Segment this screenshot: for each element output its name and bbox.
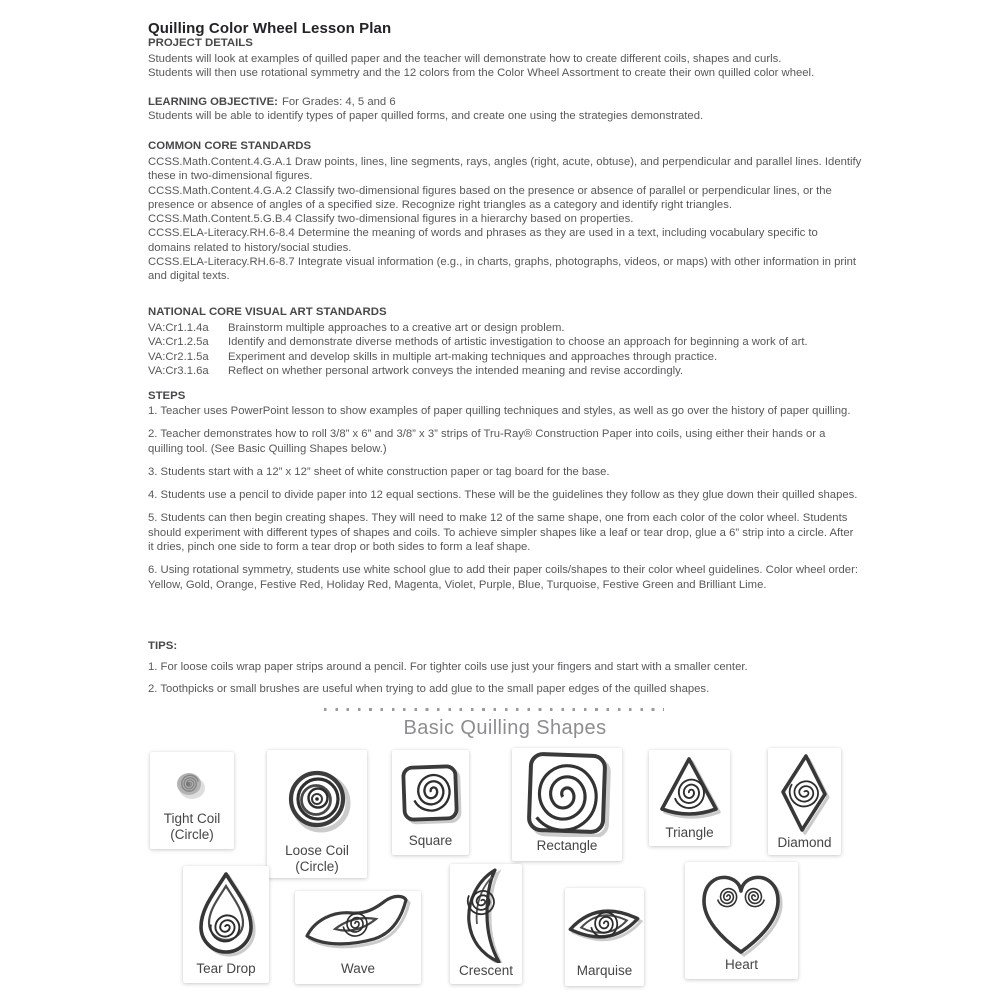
- standard-code: VA:Cr3.1.6a: [148, 364, 209, 377]
- shape-card-triangle: [649, 750, 730, 846]
- shape-label: Loose Coil: [285, 843, 349, 858]
- standard-text: Brainstorm multiple approaches to a creative art or design problem.: [228, 322, 565, 334]
- shape-caption: [577, 963, 633, 986]
- tear-drop-coil-icon: [183, 869, 269, 961]
- shape-label: Square: [408, 833, 453, 848]
- shape-label: Wave: [340, 961, 375, 976]
- marquise-coil-icon: [565, 891, 644, 957]
- standard-item: [148, 321, 862, 335]
- shape-caption: [409, 833, 453, 856]
- standard-text: Experiment and develop skills in multiple art-making techniques and approaches through practice.: [228, 350, 718, 363]
- shape-caption: [285, 843, 349, 882]
- section-tips: [148, 640, 862, 705]
- standard-item: CCSS.ELA-Literacy.RH.6-8.7 Integrate visual information (e.g., in charts, graphs, photographs, videos, or maps) with other information in print and digital texts.: [148, 256, 857, 283]
- paragraph: Students will be able to identify types of paper quilled forms, and create one using the strategies demonstrated.: [148, 110, 704, 123]
- section-heading: STEPS: [148, 390, 186, 402]
- section-project-details: [148, 37, 862, 81]
- shape-caption: [725, 957, 758, 980]
- paragraph: Students will then use rotational symmetry and the 12 colors from the Color Wheel Assortment to create their own quilled color wheel.: [148, 67, 815, 80]
- shape-label: Crescent: [458, 963, 514, 978]
- dotted-separator: [324, 708, 664, 711]
- shape-caption: [196, 961, 255, 984]
- objective-grades: For Grades: 4, 5 and 6: [281, 96, 396, 108]
- heart-coil-icon: [685, 865, 798, 957]
- tip-item: 2. Toothpicks or small brushes are useful when trying to add glue to the small paper edges of the quilled shapes.: [148, 683, 710, 696]
- shape-label: Rectangle: [536, 838, 598, 853]
- shape-caption: [665, 825, 713, 848]
- shape-sublabel: (Circle): [170, 827, 214, 842]
- standard-code: VA:Cr2.1.5a: [148, 350, 209, 363]
- shape-card-loose-coil: [267, 750, 367, 878]
- shapes-section-heading: Basic Quilling Shapes: [403, 717, 607, 739]
- shape-label: Heart: [724, 957, 758, 972]
- shape-card-tight-coil: [150, 752, 234, 849]
- shape-caption: [459, 963, 513, 986]
- shape-card-heart: [685, 862, 798, 979]
- shape-label: Tear Drop: [196, 961, 256, 976]
- shape-label: Diamond: [777, 835, 832, 850]
- section-heading: PROJECT DETAILS: [148, 37, 253, 49]
- wave-coil-icon: [295, 894, 421, 958]
- page-title: Quilling Color Wheel Lesson Plan: [148, 20, 392, 38]
- diamond-coil-icon: [768, 751, 841, 835]
- shape-card-square: [392, 750, 469, 855]
- standard-item: [148, 335, 862, 349]
- section-learning-objective: [148, 95, 862, 124]
- standard-item: CCSS.Math.Content.5.G.B.4 Classify two-dimensional figures in a hierarchy based on properties.: [148, 213, 634, 226]
- shape-caption: [537, 838, 598, 861]
- rectangle-coil-icon: [512, 751, 622, 837]
- section-heading: TIPS:: [148, 640, 178, 652]
- standard-item: CCSS.Math.Content.4.G.A.2 Classify two-dimensional figures based on the presence or absence of parallel or perpendicular lines, or the presence or absence of angles of a specified size. Recognize right triangles as a category and identify right triangles.: [148, 184, 832, 211]
- standard-code: VA:Cr1.2.5a: [148, 336, 209, 349]
- shape-sublabel: (Circle): [295, 859, 339, 874]
- shape-label: Marquise: [576, 963, 633, 978]
- objective-heading-line: [148, 95, 862, 109]
- standard-code: VA:Cr1.1.4a: [148, 322, 209, 334]
- standard-item: CCSS.ELA-Literacy.RH.6-8.4 Determine the meaning of words and phrases as they are used in a text, including vocabulary specific to domains related to history/social studies.: [148, 227, 818, 254]
- step-item: 4. Students use a pencil to divide paper into 12 equal sections. These will be the guidelines they follow as they glue down their quilled shapes.: [148, 489, 858, 502]
- loose-coil-icon: [267, 753, 367, 843]
- standard-item: [148, 350, 862, 364]
- shape-card-wave: [295, 891, 421, 984]
- shape-caption: [164, 811, 221, 850]
- step-item: 1. Teacher uses PowerPoint lesson to show examples of paper quilling techniques and styles, as well as go over the history of paper quilling.: [148, 405, 851, 417]
- triangle-coil-icon: [649, 753, 730, 825]
- section-heading: NATIONAL CORE VISUAL ART STANDARDS: [148, 306, 387, 318]
- step-item: 5. Students can then begin creating shapes. They will need to make 12 of the same shape, one from each color of the color wheel. Students should experiment with different types of shapes and coils. To achieve simpler shapes like a leaf or tear drop, glue a 6” strip into a circle. After it dries, pinch one side to form a tear drop or both sides to form a leaf shape.: [148, 512, 854, 554]
- objective-label: LEARNING OBJECTIVE:: [148, 96, 278, 108]
- step-item: 3. Students start with a 12” x 12” sheet of white construction paper or tag board for the base.: [148, 465, 610, 478]
- square-coil-icon: [392, 753, 469, 833]
- tip-item: 1. For loose coils wrap paper strips around a pencil. For tighter coils use just your fingers and start with a smaller center.: [148, 661, 748, 673]
- shape-card-marquise: [565, 888, 644, 986]
- section-common-core-standards: [148, 140, 862, 284]
- section-steps: [148, 390, 862, 601]
- standard-text: Reflect on whether personal artwork conveys the intended meaning and revise accordingly.: [228, 364, 684, 377]
- shape-caption: [777, 835, 831, 858]
- shape-label: Triangle: [665, 825, 714, 840]
- shape-card-diamond: [768, 748, 841, 855]
- step-item: 6. Using rotational symmetry, students use white school glue to add their paper coils/shapes to their color wheel guidelines. Color wheel order: Yellow, Gold, Orange, Festive Red, Holiday Red, Magenta, Violet, Purple, Blue, Turquoise, Festive Green and Brilliant Lime.: [148, 564, 858, 591]
- tight-coil-icon: [150, 755, 234, 811]
- paragraph: Students will look at examples of quilled paper and the teacher will demonstrate how to create different coils, shapes and curls.: [148, 53, 782, 65]
- section-visual-art-standards: [148, 306, 862, 378]
- standard-text: Identify and demonstrate diverse methods of artistic investigation to choose an approach for beginning a work of art.: [228, 336, 808, 349]
- standard-item: [148, 364, 862, 378]
- shape-card-crescent: [450, 864, 522, 984]
- section-heading: COMMON CORE STANDARDS: [148, 140, 312, 152]
- shape-card-tear-drop: [183, 866, 269, 983]
- shape-label: Tight Coil: [163, 811, 221, 826]
- shape-card-rectangle: [512, 748, 622, 861]
- shape-caption: [341, 961, 375, 984]
- standard-item: CCSS.Math.Content.4.G.A.1 Draw points, lines, line segments, rays, angles (right, acute, obtuse), and perpendicular and parallel lines. Identify these in two-dimensional figures.: [148, 156, 862, 183]
- step-item: 2. Teacher demonstrates how to roll 3/8” x 6” and 3/8” x 3” strips of Tru-Ray® Construction Paper into coils, using either their hands or a quilling tool. (See Basic Quilling Shapes below.): [148, 428, 826, 455]
- crescent-coil-icon: [450, 867, 522, 963]
